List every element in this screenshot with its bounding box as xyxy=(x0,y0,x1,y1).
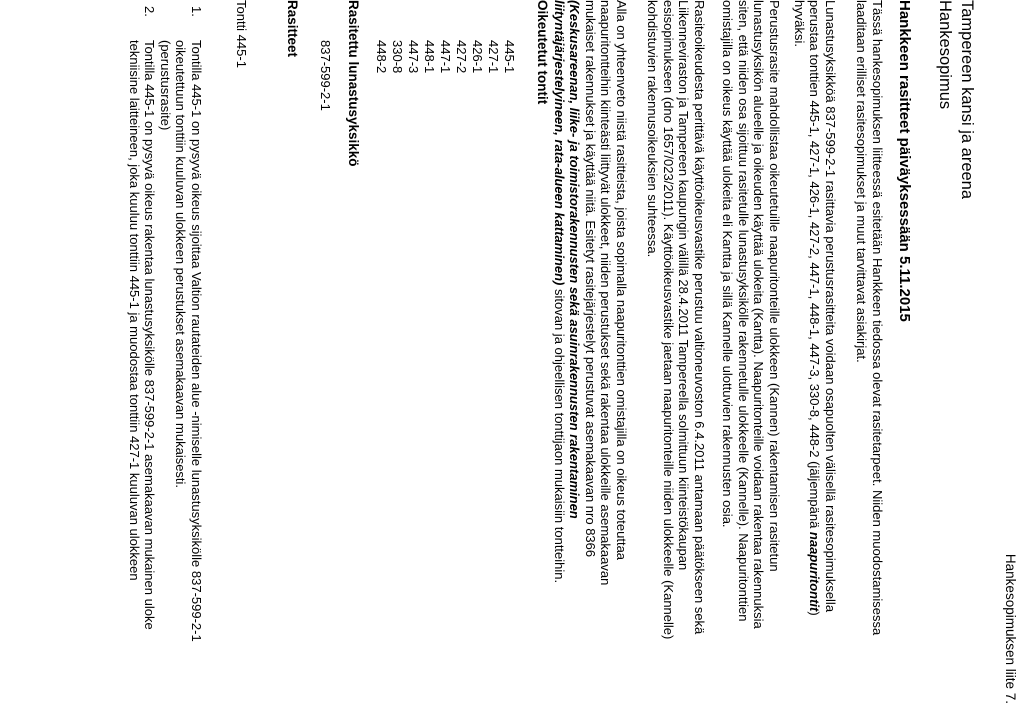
summary-text-1: Alla on yhteenveto niistä rasitteista, joista sopimalla naapuritonttien omistajilla on oikeus toteuttaa naapuritontteihin kiinteästi liittyvät ulokkeet, niiden perustukset sekä rakentaa ulokkeille asemakaavan mukaiset rakennukset ja käyttää niitä. Esitetyt rasitejärjestelyt perustuvat asemakaavan nro 8366 xyxy=(583,0,629,586)
item-sub: (perustusrasite) xyxy=(158,40,173,131)
title-line-1: Tampereen kansi ja areena xyxy=(958,0,976,200)
appendix-label: Hankesopimuksen liite 7. xyxy=(1003,553,1018,704)
rasitettu-value: 837-599-2-1 xyxy=(318,40,333,111)
title-line-2: Hankesopimus xyxy=(936,0,954,110)
item-text: Tontilla 445-1 on pysyvä oikeus rakentaa lunastusyksikölle 837-599-2-1 asemakaavan mukainen uloke tekniisine laitteineen, joka kuuluu tonttiin 445-1 ja muodostaa tonttiin 427-1 kuuluvan ulokkeen xyxy=(127,40,158,630)
lunastus-text-2: ) hyväksi. xyxy=(792,0,823,616)
item-text: Tontilla 445-1 on pysyvä oikeus sijoittaa Valtion rautateiden alue -nimiselle lunastusyksikölle 837-599-2-1 oikeutettuun tonttiin kuuluvan ulokkeen perustukset asemakaavan mukaisesti. xyxy=(173,40,204,642)
summary-text-2: sitovan ja ohjeellisen tonttijaon mukaisiin tontteihin. xyxy=(552,285,567,584)
main-heading: Hankkeen rasitteet päiväyksessään 5.11.2015 xyxy=(896,0,913,322)
lunastus-text-1: Lunastusyksikköä 837-599-2-1 rasittavia perustusrasitteita voidaan osapuolten välisellä rasitesopimuksella perustaa tonttien 445-1, 427-1, 426-1, 427-2, 447-1, 448-1, 447-3, 330-8, 448-2 (jäljempänä xyxy=(807,0,838,613)
plot-item: 426-1 xyxy=(470,40,485,74)
tontti-heading: Tontti 445-1 xyxy=(234,0,249,68)
plot-item: 427-2 xyxy=(454,40,469,74)
oikeutetut-heading: Oikeutetut tontit xyxy=(535,0,550,105)
rasitettu-heading: Rasitettu lunastusyksikkö xyxy=(346,0,361,167)
servitude-list xyxy=(127,6,205,660)
intro-paragraph xyxy=(854,0,885,640)
lunastus-paragraph xyxy=(792,0,839,640)
rasiteoikeus-paragraph xyxy=(645,0,707,640)
document-title xyxy=(934,0,978,199)
rasitteet-heading: Rasitteet xyxy=(285,0,300,58)
list-item xyxy=(127,6,158,660)
plot-item: 448-1 xyxy=(422,40,437,74)
perustus-paragraph xyxy=(720,0,782,640)
plot-item: 427-1 xyxy=(486,40,501,74)
summary-paragraph xyxy=(552,0,630,640)
intro-text: Tässä hankesopimuksen liitteessä esitetään Hankkeen tiedossa olevat rasitetarpeet. Niiden muodostamisessa laaditaan erilliset rasitesopimukset ja muut tarvittavat asiakirjat. xyxy=(854,0,885,636)
plot-item: 448-2 xyxy=(374,40,389,74)
item-number: 2. xyxy=(142,6,158,17)
plot-item: 330-8 xyxy=(390,40,405,74)
plot-item: 447-1 xyxy=(438,40,453,74)
item-number: 1. xyxy=(189,6,204,17)
plot-item: 447-3 xyxy=(406,40,421,74)
lunastus-italic: naapuritontit xyxy=(807,531,823,612)
rasiteoikeus-text-1: Rasiteoikeudesta perittävä käyttöoikeusvastike perustuu valtioneuvoston 6.4.2011 antamaan päätökseen sekä Liikenneviraston ja Tampereen kaupungin välillä 28.4.2011 Tampereella solmittuun kiinteistökaupan esisopimukseen (dno 1657/023/2011). Käyttöoikeusvastike jaetaan naapuritonteille niiden ulokkeelle (Kannelle) kohdistuvien rakennusoikeuksien suhteessa. xyxy=(645,0,707,640)
summary-italic: (Keskusareenan, liike- ja toimistorakennusten sekä asuinrakennusten rakentaminen liityntäjärjestelyineen, rata-alueen kattaminen) xyxy=(552,0,583,519)
plot-list xyxy=(373,40,517,73)
perustus-text: Perustusrasite mahdollistaa oikeutetuille naapuritonteille ulokkeen (Kannen) rakentamisen rasitetun lunastusyksikön alueelle ja oikeuden käyttää ulokeita (Kantta). Naapuritonteille voidaan rakentaa rakennuksia siten, että niiden osa sijoittuu rasitetulle lunastusyksikölle rakennetulle ulokkeelle (Kannelle). Naapuritonttien omistajilla on oikeus käyttää ulokeita eli Kantta ja sillä Kannelle ulottuvien rakennusten osia. xyxy=(720,0,782,629)
plot-item: 445-1 xyxy=(502,40,517,74)
list-item xyxy=(158,6,205,660)
